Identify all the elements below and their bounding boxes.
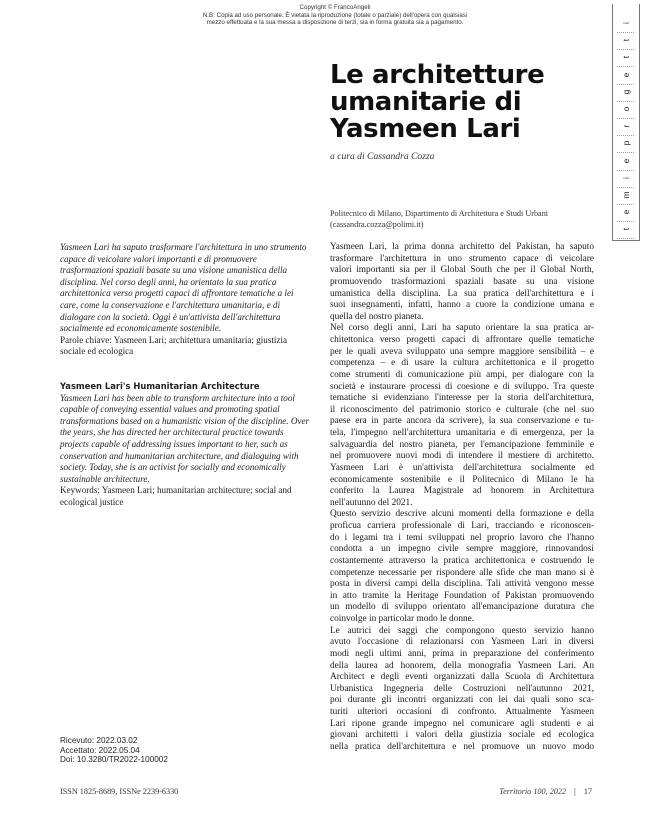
side-tab-letter: e [621, 158, 631, 163]
body-line: come strumenti di comunicazione più ampi, per dialogare con la [330, 369, 594, 380]
body-line: modi negli ultimi anni, prima in preparazione del conferimento [330, 648, 594, 659]
body-line: poi durante gli incontri organizzati con lei dai quali sono sca- [330, 695, 594, 706]
body-line: il riconoscimento del patrimonio storico e culturale (che nel suo [330, 404, 594, 415]
keywords-italian: Parole chiave: Yasmeen Lari; architettura umanitaria; giustizia sociale ed ecologica [60, 334, 288, 357]
journal-issue: Territorio 100, 2022 [499, 787, 567, 796]
body-line: conferito la Laurea Magistrale ad honorem in Architettura [330, 486, 594, 497]
side-tab-divider [617, 135, 634, 136]
abstract-italian: Yasmeen Lari ha saputo trasformare l'architettura in uno strumento capace di veicolare valori importanti e di promuovere trasformazioni spaziali basate su una visione umanistica della disciplina. Nel corso degli anni, ha orientato la sua pratica architettonica verso progetti capaci di affrontare tematiche a lei care, come la conservazione e l'architettura umanitaria, e di dialogare con la società. Oggi è un'attivista dell'architettura socialmente ed economicamente sostenibile. [60, 242, 307, 334]
body-text-column [330, 242, 594, 754]
side-tab-letter: i [621, 176, 631, 179]
body-line: condotta a un impegno civile sempre maggiore, rinnovandosi [330, 544, 594, 555]
body-line: avuto l'occasione di relazionarsi con Yasmeen Lari in diversi [330, 637, 594, 648]
received-date: Ricevuto: 2022.03.02 [60, 736, 138, 745]
body-line: Yasmeen Lari, la prima donna architetto del Pakistan, ha saputo [330, 242, 594, 252]
affiliation-institution: Politecnico di Milano, Dipartimento di Architettura e Studi Urbani [330, 209, 549, 218]
side-tab-letter: p [621, 141, 631, 146]
body-line: Architect e degli eventi organizzati dalla Scuola di Architettura [330, 672, 594, 683]
body-line: economicamente sostenibile e il Politecnico di Milano le ha [330, 474, 594, 485]
keywords-english: Keywords: Yasmeen Lari; humanitarian architecture; social and ecological justice [60, 485, 292, 507]
side-tab-letter: t [621, 39, 631, 42]
side-tab-letter: o [621, 106, 631, 112]
side-tab-divider [617, 101, 634, 102]
body-line: promuovendo trasformazioni spaziali basate su una visione [330, 276, 594, 287]
side-tab-divider [617, 238, 634, 239]
side-tab-divider [617, 118, 634, 119]
body-line: turiti ulteriori occasioni di confronto. Attualmente Yasmeen [330, 707, 594, 717]
copyright-line: Copyright © FrancoAngeli [299, 4, 371, 11]
body-line: salvaguardia del nostro pianeta, per l'emancipazione femminile e [330, 439, 594, 450]
title-line: Le architetture [330, 60, 545, 90]
copyright-line: N.B: Copia ad uso personale. È vietata la riproduzione (totale o parziale) dell'opera con qualsiasi [202, 11, 468, 19]
page-number: 17 [583, 787, 592, 796]
side-tab-divider [617, 187, 634, 188]
doi: Doi: 10.3280/TR2022-100002 [60, 755, 168, 765]
body-line: Nel corso degli anni, Lari ha saputo orientare la sua pratica ar- [330, 323, 594, 334]
article-title [330, 62, 600, 143]
copyright-notice [170, 4, 500, 27]
body-line: valori importanti sia per il Global South che per il Global North, [330, 265, 594, 276]
body-line: della laurea ad honorem, della monografia Yasmeen Lari. An [330, 660, 594, 671]
body-line: competenze necessarie per rispondere alle sfide che man mano si è [330, 567, 594, 578]
side-tab-letter: r [621, 124, 631, 128]
body-line: giovani architetti i valori della giustizia sociale ed ecologica [330, 730, 594, 741]
side-tab-letter: m [621, 191, 631, 199]
side-tab-letter: e [621, 72, 631, 77]
body-line: società e instaurare processi di coesione e di sviluppo. Tra queste [330, 381, 594, 392]
body-line: in atto tramite la Heritage Foundation of Pakistan promuovendo [330, 590, 594, 601]
side-tab-divider [617, 152, 634, 153]
submission-dates [60, 736, 260, 765]
body-line: posta in diversi campi della disciplina. Tali attività vengono messe [330, 579, 594, 590]
body-line: quella del nostro pianeta. [330, 311, 424, 322]
footer-separator: | [574, 787, 576, 796]
body-line: nell'autunno del 2021. [330, 497, 413, 508]
body-line: per le quali aveva sviluppato una sempre maggiore sensibilità – e [330, 346, 594, 357]
side-tab-divider [617, 170, 634, 171]
abstract-english-heading: Yasmeen Lari's Humanitarian Architecture [60, 380, 260, 391]
body-line: nella pratica dell'architettura e nel promuove un nuovo modo [330, 741, 594, 752]
affiliation [330, 208, 605, 230]
body-line: chitettonica verso progetti capaci di affrontare quelle tematiche [330, 335, 594, 345]
body-line: coinvolge in particolar modo le donne. [330, 614, 475, 624]
body-line: nel promuovere nuovi modi di intendere il mestiere di architetto. [330, 451, 594, 462]
title-line: umanitarie di [330, 87, 522, 117]
copyright-line: mezzo effettuata e la sua messa a disposizione di terzi, sia in forma gratuita sia a pagamento. [206, 19, 464, 27]
body-line: do i legami tra i temi sviluppati nel proprio lavoro che l'hanno [330, 532, 594, 543]
side-tab-letter: t [621, 228, 631, 231]
body-line: paese era in parte ancora da scrivere), la sua conservazione e tu- [330, 416, 594, 427]
body-line: umanistica della disciplina. La sua pratica dell'architettura e i [330, 288, 594, 299]
body-line: Le autrici dei saggi che compongono questo servizio hanno [330, 625, 594, 636]
affiliation-email: (cassandra.cozza@polimi.it) [330, 220, 424, 229]
abstract-english: Yasmeen Lari has been able to transform architecture into a tool capable of conveying essential values and promoting spatial transformations based on a humanistic vision of the discipline. Over the years, she has directed her architectural practice towards projects capable of addressing issues important to her, such as conservation and humanitarian architecture, and dialoguing with society. Today, she is an activist for socially and economically sustainable architecture. [60, 392, 310, 484]
side-tab-divider [617, 221, 634, 222]
body-line: proficua carriera professionale di Lari, tracciando e riconoscen- [330, 521, 594, 531]
body-line: un modello di sviluppo orientato all'emancipazione duratura che [330, 602, 594, 613]
abstract-column [60, 242, 312, 508]
body-line: Yasmeen Lari è un'attivista dell'architettura socialmente ed [330, 462, 594, 473]
accepted-date: Accettato: 2022.05.04 [60, 745, 140, 755]
body-line: Lari ripone grande impegno nel comunicare agli studenti e ai [330, 718, 594, 729]
body-line: trasformare l'architettura in uno strumento capace di veicolare [330, 253, 594, 264]
body-line: suoi insegnamenti, infatti, hanno a cuore la condizione umana e [330, 300, 594, 311]
side-tab-letter: t [621, 56, 631, 59]
section-side-tab [612, 4, 640, 241]
page-footer [499, 787, 592, 796]
side-tab-letter: i [621, 22, 631, 24]
side-tab-letter: e [621, 209, 631, 215]
body-line: tela, l'impegno nell'architettura umanitaria e di emergenza, per la [330, 428, 594, 438]
title-line: Yasmeen Lari [330, 114, 521, 144]
body-line: competenza – e di usare la cultura architettonica e il progetto [330, 358, 594, 369]
issn-footer: ISSN 1825-8689, ISSNe 2239-6330 [60, 787, 179, 796]
body-line: tematiche si evidenziano l'interesse per la storia dell'architettura, [330, 393, 594, 404]
body-line: Urbanistica Ingegneria delle Costruzioni nell'autunno 2021, [330, 683, 594, 694]
side-tab-letter: g [621, 89, 631, 95]
body-line: costantemente attraverso la pratica architettonica e costruendo le [330, 555, 594, 566]
side-tab-divider [617, 84, 634, 85]
side-tab-divider [617, 66, 634, 67]
side-tab-divider [617, 204, 634, 205]
side-tab-divider [617, 49, 634, 50]
body-line: Questo servizio descrive alcuni momenti della formazione e della [330, 509, 594, 520]
side-tab-divider [617, 32, 634, 33]
curator-line: a cura di Cassandra Cozza [330, 151, 435, 162]
